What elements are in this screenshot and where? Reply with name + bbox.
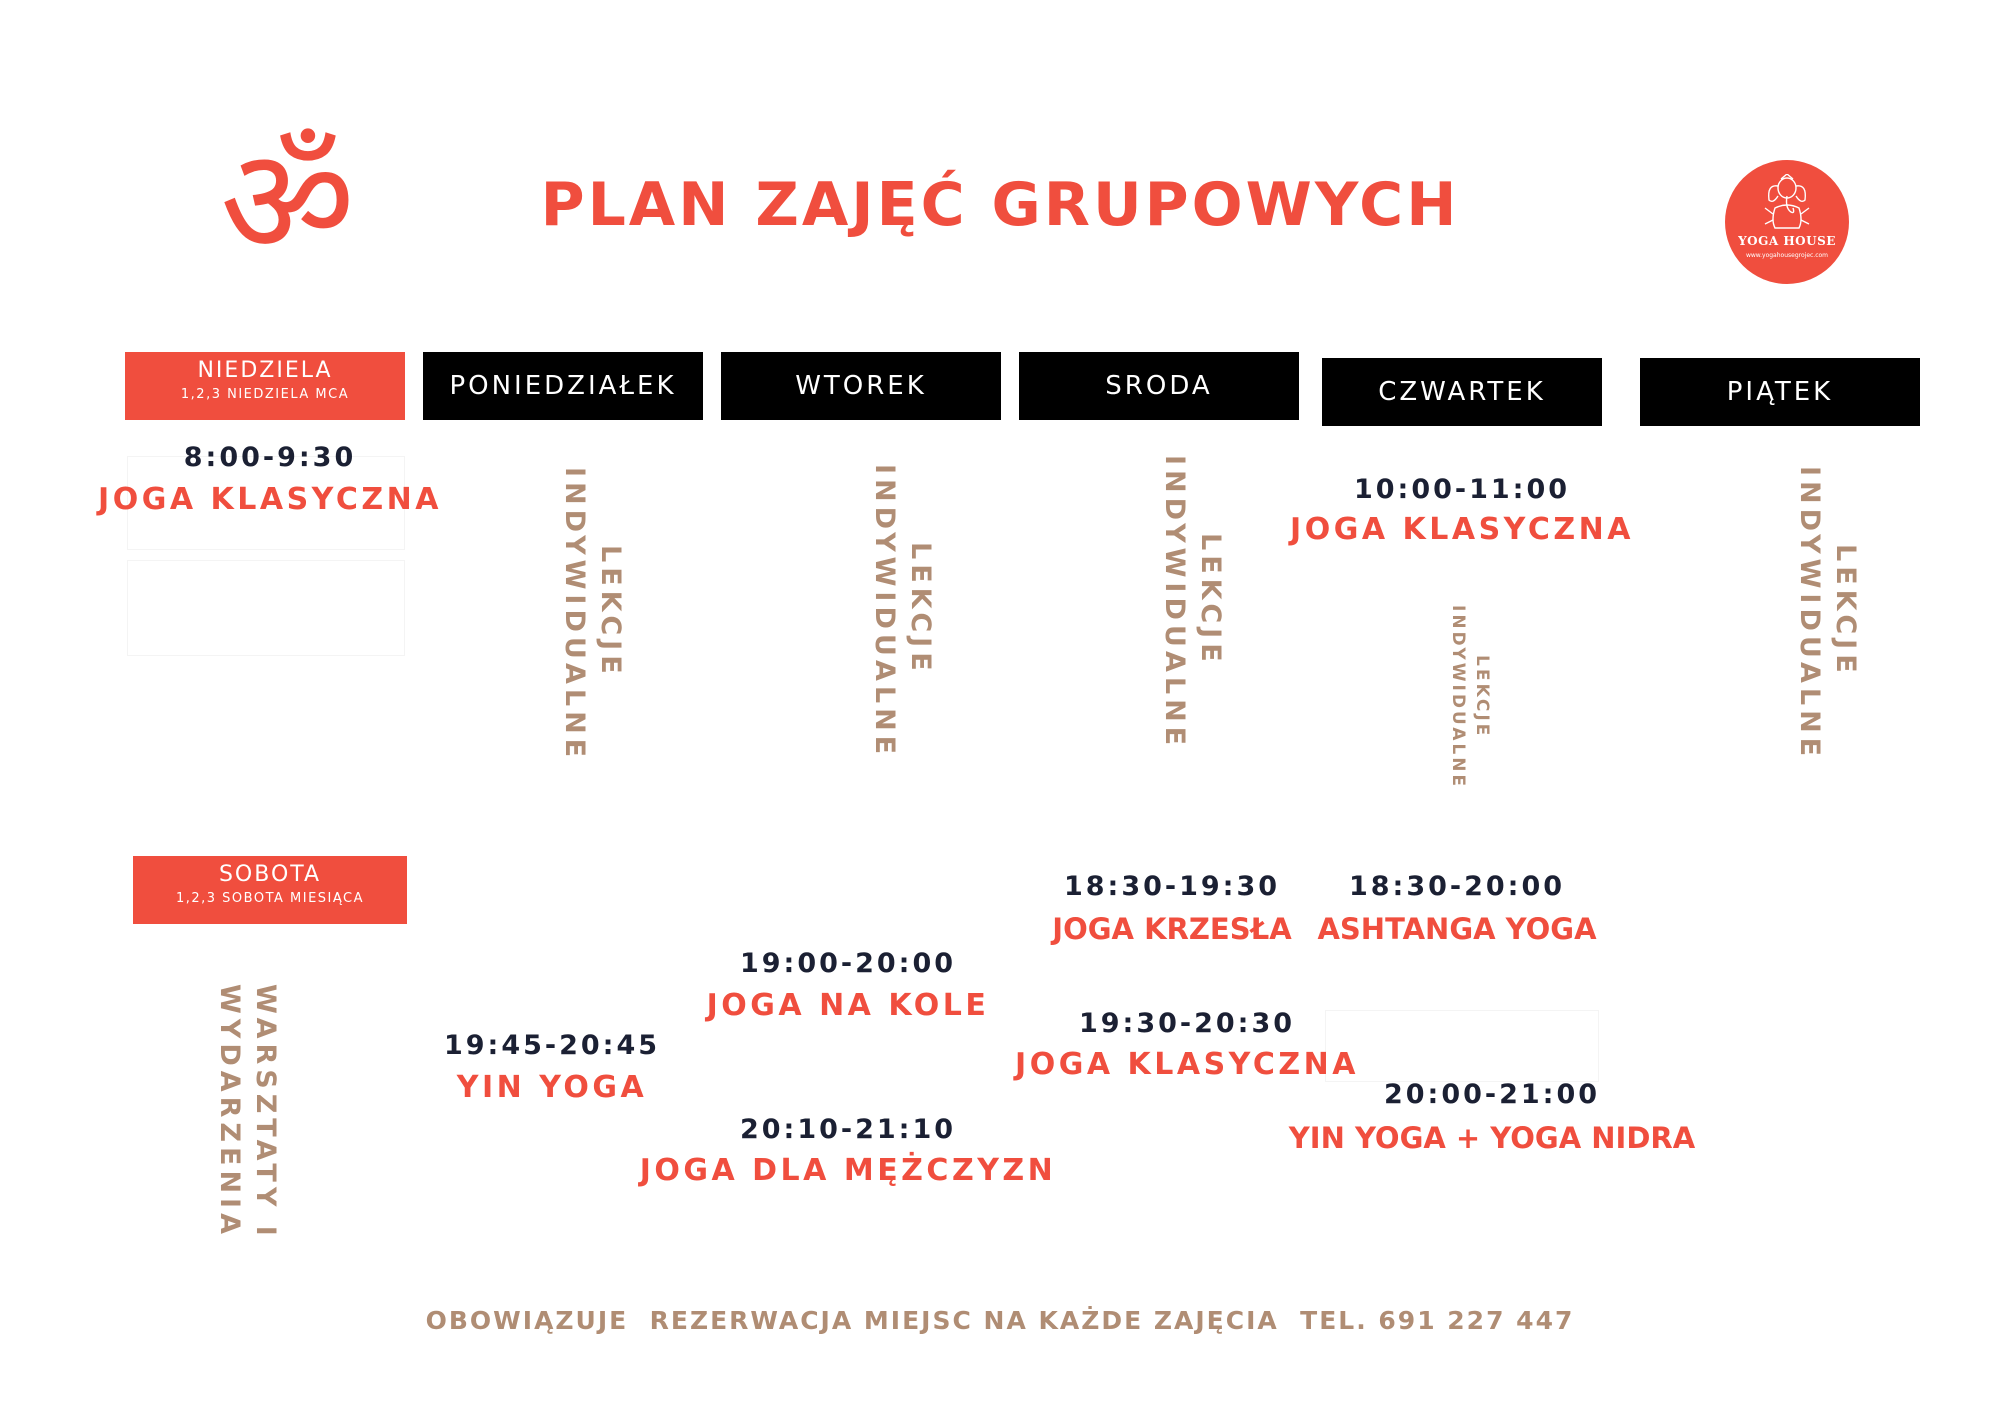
- individual-lessons-note: LEKCJE INDYWIDUALNE: [1448, 604, 1492, 790]
- day-subtitle: 1,2,3 NIEDZIELA MCA: [180, 387, 350, 402]
- day-name: SOBOTA: [218, 862, 322, 887]
- class-time: 19:30-20:30: [1078, 1008, 1296, 1039]
- class-time: 19:45-20:45: [443, 1030, 661, 1061]
- class-time: 19:00-20:00: [739, 948, 957, 979]
- day-header-poniedzialek: PONIEDZIAŁEK: [423, 352, 703, 420]
- class-time: 18:30-19:30: [1063, 871, 1281, 902]
- ganesha-icon: [1759, 174, 1815, 232]
- class-name: JOGA KLASYCZNA: [1015, 1047, 1359, 1082]
- class-time: 8:00-9:30: [183, 442, 357, 473]
- reservation-footer: OBOWIĄZUJE REZERWACJA MIEJSC NA KAŻDE ZAJĘCIA TEL. 691 227 447: [425, 1306, 1575, 1335]
- day-header-niedziela: [125, 352, 405, 420]
- day-header-sobota: [133, 856, 407, 924]
- day-header-wtorek: WTOREK: [721, 352, 1001, 420]
- class-time: 20:00-21:00: [1383, 1079, 1601, 1110]
- logo-url: www.yogahousegrojec.com: [1745, 252, 1829, 259]
- class-name: JOGA NA KOLE: [706, 988, 990, 1023]
- class-name: JOGA DLA MĘŻCZYZN: [639, 1153, 1057, 1188]
- om-symbol-icon: ॐ: [220, 116, 355, 288]
- individual-lessons-note: LEKCJE INDYWIDUALNE: [1794, 466, 1861, 762]
- individual-lessons-note: LEKCJE INDYWIDUALNE: [559, 467, 626, 763]
- class-name: ASHTANGA YOGA: [1317, 912, 1597, 946]
- class-name: JOGA KRZESŁA: [1052, 912, 1292, 946]
- day-subtitle: 1,2,3 SOBOTA MIESIĄCA: [175, 891, 365, 906]
- day-name: NIEDZIELA: [197, 358, 333, 383]
- page-title: PLAN ZAJĘĆ GRUPOWYCH: [540, 170, 1460, 240]
- day-header-sroda: SRODA: [1019, 352, 1299, 420]
- yoga-house-logo: [1725, 160, 1849, 284]
- individual-lessons-note: LEKCJE INDYWIDUALNE: [869, 464, 936, 760]
- individual-lessons-note: LEKCJE INDYWIDUALNE: [1159, 455, 1226, 751]
- decorative-box: [127, 560, 405, 656]
- day-header-piatek: PIĄTEK: [1640, 358, 1920, 426]
- class-name: YIN YOGA + YOGA NIDRA: [1288, 1121, 1696, 1155]
- class-time: 20:10-21:10: [739, 1114, 957, 1145]
- class-name: YIN YOGA: [456, 1070, 648, 1105]
- class-name: JOGA KLASYCZNA: [98, 482, 442, 517]
- class-time: 18:30-20:00: [1348, 871, 1566, 902]
- day-header-czwartek: CZWARTEK: [1322, 358, 1602, 426]
- logo-name: YOGA HOUSE: [1738, 234, 1836, 248]
- class-time: 10:00-11:00: [1353, 474, 1571, 505]
- workshops-events-note: WARSZTATY I WYDARZENIA: [214, 984, 281, 1241]
- class-name: JOGA KLASYCZNA: [1290, 512, 1634, 547]
